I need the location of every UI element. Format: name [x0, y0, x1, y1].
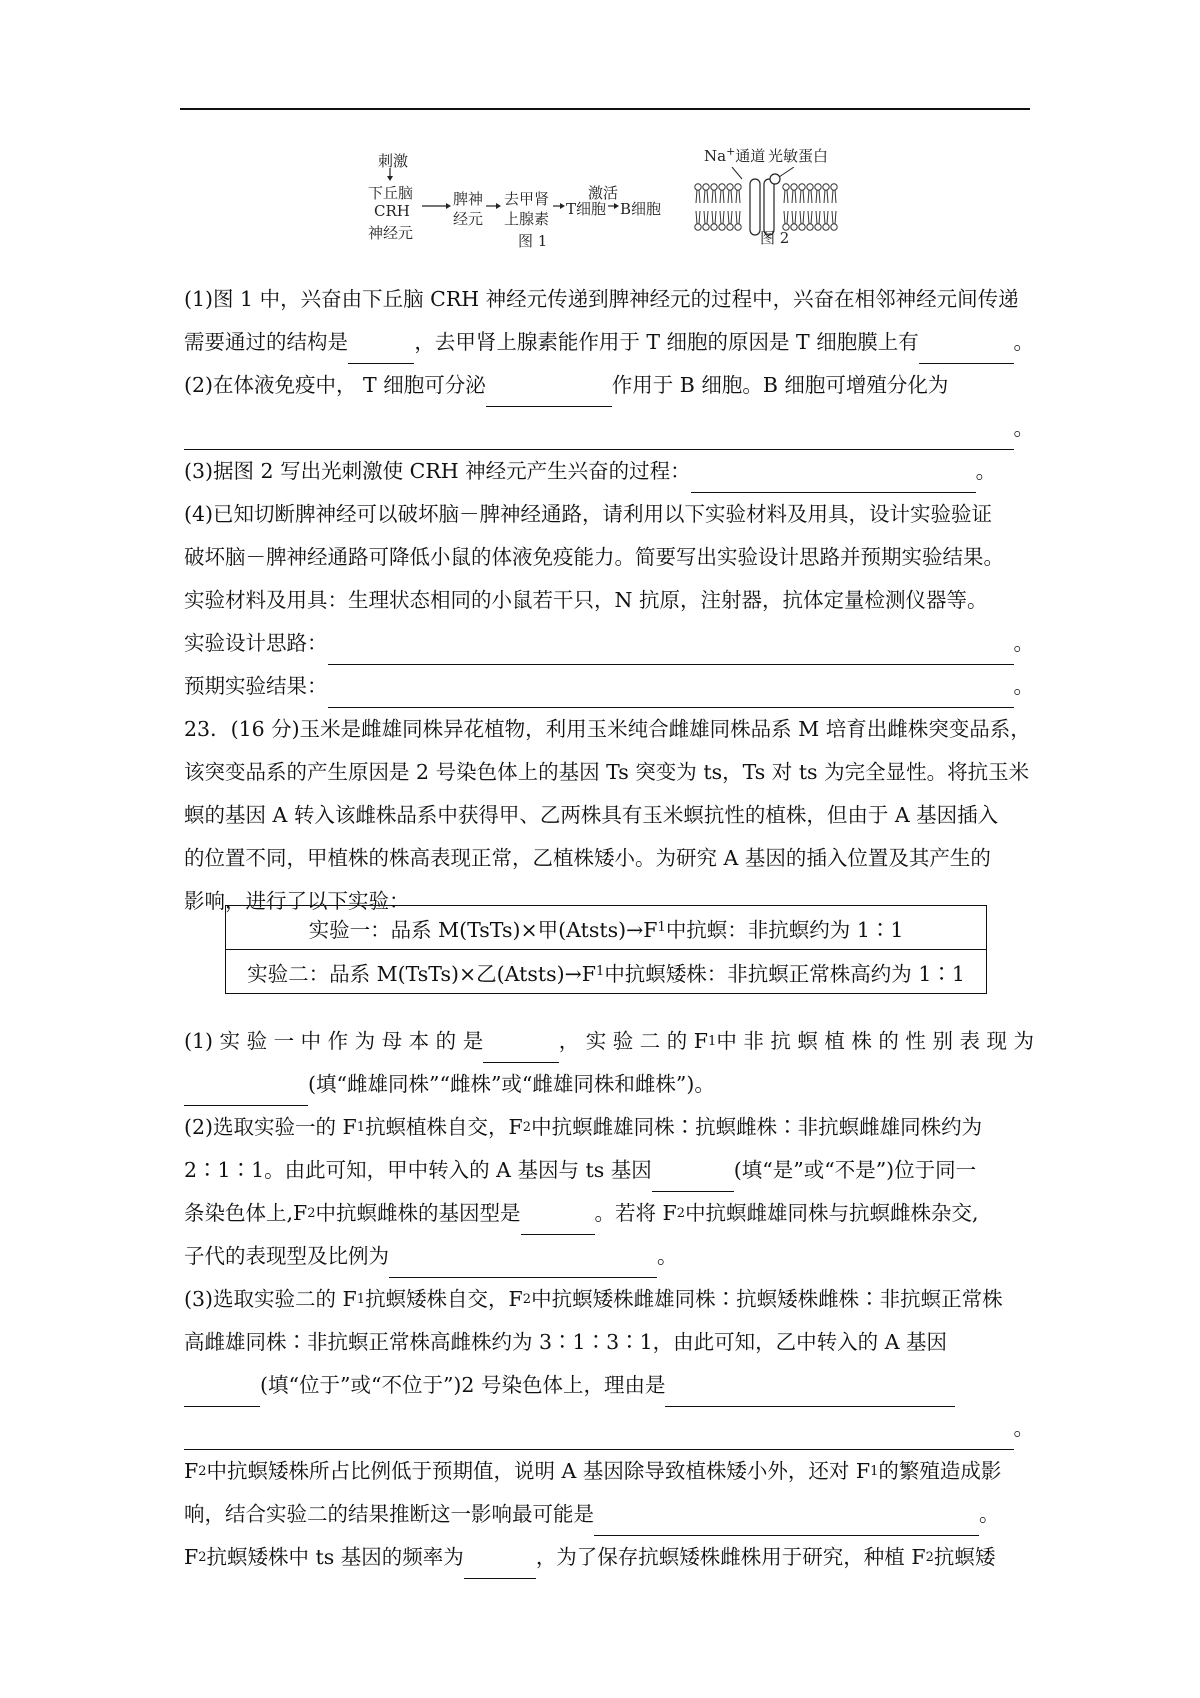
q23-2-line1: (2)选取实验一的 F 1 抗螟植株自交，F 2 中抗螟雌雄同株∶抗螟雌株∶非抗螟雌雄同株约为: [184, 1115, 983, 1139]
q23-2-line3: 条染色体上,F 2 中抗螟雌株的基因型是 。若将 F 2 中抗螟雌雄同株与抗螟雌株杂交,: [184, 1192, 1034, 1235]
q22-2-line1: (2)在体液免疫中， T 细胞可分泌 作用于 B 细胞。B 细胞可增殖分化为: [184, 364, 1034, 407]
q22-4-line3: 实验材料及用具：生理状态相同的小鼠若干只，N 抗原，注射器，抗体定量检测仪器等。: [184, 588, 988, 612]
q23-line3: 螟的基因 A 转入该雌株品系中获得甲、乙两株具有玉米螟抗性的植株，但由于 A 基因插入: [184, 803, 999, 827]
lipid-head: [823, 184, 829, 190]
lipid-head: [807, 184, 813, 190]
lipid-tail: [704, 211, 708, 224]
lipid-head: [703, 184, 709, 190]
lipid-tail: [784, 211, 788, 224]
fig1-activate: 激活: [588, 184, 619, 202]
lipid-tail: [712, 190, 716, 203]
lipid-tail: [720, 190, 724, 203]
lipid-tail: [824, 211, 828, 224]
fig2-na-channel: Na+通道: [704, 145, 766, 165]
fig1-ne-1: 去甲肾: [504, 190, 550, 208]
lipid-tail: [824, 190, 828, 203]
lipid-head: [727, 184, 733, 190]
lipid-head: [807, 224, 813, 230]
lipid-head: [695, 184, 701, 190]
q22-4-line1: (4)已知切断脾神经可以破坏脑－脾神经通路，请利用以下实验材料及用具，设计实验验证: [184, 502, 993, 526]
answer-blank[interactable]: [184, 1073, 308, 1106]
lipid-tail: [792, 190, 796, 203]
fig2-photoprotein: 光敏蛋白: [768, 147, 829, 165]
experiment-2-row: 实验二：品系 M(TsTs)×乙(Atsts)→F 1 中抗螟矮株：非抗螟正常株高约为 1∶1: [226, 949, 986, 993]
answer-blank[interactable]: [328, 675, 1014, 708]
fig1-hypothalamus-2: CRH: [374, 202, 410, 220]
lipid-tail: [784, 190, 788, 203]
answer-blank[interactable]: [594, 1503, 979, 1536]
answer-blank[interactable]: [652, 1159, 734, 1192]
q23-3-line5: F 2 中抗螟矮株所占比例低于预期值，说明 A 基因除导致植株矮小外，还对 F 1 的繁殖造成影: [184, 1459, 1002, 1483]
lipid-head: [815, 224, 821, 230]
answer-blank[interactable]: [665, 1374, 955, 1407]
lipid-head: [799, 184, 805, 190]
q22-4-design: 实验设计思路： 。: [184, 622, 1034, 665]
fig1-ne-2: 上腺素: [504, 210, 550, 228]
lipid-tail: [728, 211, 732, 224]
lipid-tail: [736, 190, 740, 203]
lipid-tail: [696, 190, 700, 203]
header-rule: [180, 108, 1030, 110]
q23-1-line2: (填“雌雄同株”“雌株”或“雌雄同株和雌株”)。: [184, 1063, 1034, 1106]
lipid-tail: [792, 211, 796, 224]
figure-1: [360, 150, 700, 265]
lipid-head: [815, 184, 821, 190]
q22-1-line2: 需要通过的结构是 ，去甲肾上腺素能作用于 T 细胞的原因是 T 细胞膜上有 。: [184, 321, 1034, 364]
experiment-1-row: 实验一：品系 M(TsTs)×甲(Atsts)→F 1 中抗螟：非抗螟约为 1∶1: [308, 917, 904, 942]
q23-1-line1: (1) 实 验 一 中 作 为 母 本 的 是 ， 实 验 二 的 F 1 中 非 抗 螟 植 株 的 性 别 表 现 为: [184, 1020, 1034, 1063]
lipid-tail: [728, 190, 732, 203]
q23-line5: 影响，进行了以下实验：: [184, 889, 410, 913]
answer-blank[interactable]: [348, 331, 414, 364]
lipid-tail: [736, 211, 740, 224]
lipid-tail: [808, 190, 812, 203]
lipid-head: [711, 184, 717, 190]
q22-4-result: 预期实验结果： 。: [184, 665, 1034, 708]
q23-3-line4: 。: [184, 1407, 1034, 1450]
lipid-tail: [800, 190, 804, 203]
lipid-head: [735, 184, 741, 190]
lipid-head: [695, 224, 701, 230]
lipid-tail: [720, 211, 724, 224]
q23-3-line1: (3)选取实验二的 F 1 抗螟矮株自交，F 2 中抗螟矮株雌雄同株∶抗螟矮株雌株∶非抗螟正常株: [184, 1287, 1003, 1311]
lipid-tail: [832, 211, 836, 224]
lipid-head: [799, 224, 805, 230]
fig1-stimulus: 刺激: [378, 152, 409, 170]
figure-2: [690, 145, 850, 265]
lipid-tail: [808, 211, 812, 224]
fig1-b-cell: B细胞: [620, 200, 662, 218]
lipid-tail: [816, 190, 820, 203]
answer-blank[interactable]: [389, 1245, 657, 1278]
lipid-tail: [704, 190, 708, 203]
answer-blank[interactable]: [486, 374, 612, 407]
answer-blank[interactable]: [464, 1546, 536, 1579]
q22-4-line2: 破坏脑－脾神经通路可降低小鼠的体液免疫能力。简要写出实验设计思路并预期实验结果。: [184, 545, 1004, 569]
answer-blank[interactable]: [184, 417, 1014, 450]
q23-line1: 23．(16 分)玉米是雌雄同株异花植物，利用玉米纯合雌雄同株品系 M 培育出雌株突变品系，: [184, 717, 1031, 741]
fig1-spleen-1: 脾神: [453, 190, 484, 208]
answer-blank[interactable]: [328, 632, 1014, 665]
lipid-head: [735, 224, 741, 230]
lipid-head: [823, 224, 829, 230]
answer-blank[interactable]: [919, 331, 1014, 364]
fig1-spleen-2: 经元: [453, 210, 484, 228]
lipid-tail: [816, 211, 820, 224]
q23-3-line2: 高雌雄同株∶非抗螟正常株高雌株约为 3∶1∶3∶1，由此可知，乙中转入的 A 基因: [184, 1330, 948, 1354]
lipid-head: [727, 224, 733, 230]
answer-blank[interactable]: [691, 460, 976, 493]
q22-2-line2: 。: [184, 407, 1034, 450]
question-body: [184, 278, 1034, 923]
answer-blank[interactable]: [483, 1030, 559, 1063]
lipid-head: [831, 184, 837, 190]
fig1-t-cell: T细胞: [566, 200, 607, 218]
q22-3: (3)据图 2 写出光刺激使 CRH 神经元产生兴奋的过程： 。: [184, 450, 1034, 493]
q22-1-line1: (1)图 1 中，兴奋由下丘脑 CRH 神经元传递到脾神经元的过程中，兴奋在相邻神经元间传递: [184, 287, 1019, 311]
lipid-head: [711, 224, 717, 230]
answer-blank[interactable]: [521, 1202, 595, 1235]
lipid-tail: [832, 190, 836, 203]
lipid-head: [791, 224, 797, 230]
lipid-head: [719, 184, 725, 190]
answer-blank[interactable]: [184, 1374, 260, 1407]
q23-3-line3: (填“位于”或“不位于”)2 号染色体上，理由是: [184, 1364, 1034, 1407]
fig1-hypothalamus-3: 神经元: [368, 224, 414, 242]
lipid-head: [783, 184, 789, 190]
lipid-tail: [696, 211, 700, 224]
lipid-tail: [800, 211, 804, 224]
q23-subquestions: [184, 1020, 1034, 1579]
fig2-caption: 图 2: [760, 229, 790, 247]
q23-line2: 该突变品系的产生原因是 2 号染色体上的基因 Ts 突变为 ts，Ts 对 ts 为完全显性。将抗玉米: [184, 760, 1030, 784]
q23-2-line2: 2∶1∶1。由此可知，甲中转入的 A 基因与 ts 基因 (填“是”或“不是”)位于同一: [184, 1149, 1034, 1192]
answer-blank[interactable]: [184, 1417, 1014, 1450]
q23-3-line7: F 2 抗螟矮株中 ts 基因的频率为 ，为了保存抗螟矮株雌株用于研究，种植 F 2 抗螟矮: [184, 1536, 1034, 1579]
q23-line4: 的位置不同，甲植株的株高表现正常，乙植株矮小。为研究 A 基因的插入位置及其产生的: [184, 846, 991, 870]
experiment-table: [225, 905, 987, 994]
lipid-head: [791, 184, 797, 190]
lipid-head: [703, 224, 709, 230]
fig1-caption: 图 1: [518, 232, 548, 250]
q23-3-line6: 响，结合实验二的结果推断这一影响最可能是 。: [184, 1493, 1034, 1536]
lipid-head: [831, 224, 837, 230]
q23-2-line4: 子代的表现型及比例为 。: [184, 1235, 1034, 1278]
lipid-head: [719, 224, 725, 230]
fig1-hypothalamus-1: 下丘脑: [368, 184, 414, 202]
lipid-tail: [712, 211, 716, 224]
